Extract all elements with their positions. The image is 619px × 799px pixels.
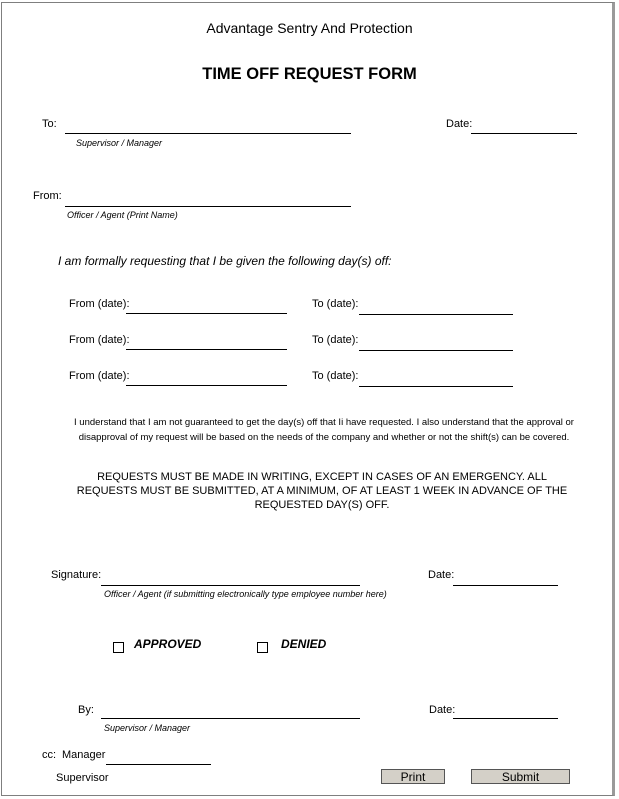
print-button[interactable]: Print <box>381 769 445 784</box>
from-date-field-2[interactable] <box>126 349 287 350</box>
document-page <box>1 2 615 796</box>
signature-caption: Officer / Agent (if submitting electronically type employee number here) <box>104 589 387 599</box>
to-date-label-1: To (date): <box>312 298 359 310</box>
cc-manager-field[interactable] <box>106 764 211 765</box>
cc-supervisor: Supervisor <box>56 772 109 784</box>
to-date-label-3: To (date): <box>312 370 359 382</box>
to-date-field-3[interactable] <box>359 386 513 387</box>
notice-text: REQUESTS MUST BE MADE IN WRITING, EXCEPT IN CASES OF AN EMERGENCY. ALL REQUESTS MUST BE SUBMITTED, AT A MINIMUM, OF AT LEAST 1 WEEK IN ADVANCE OF THE REQUESTED DAY(S) OFF. <box>76 471 568 511</box>
cc-label: cc: <box>42 749 57 761</box>
to-date-field-2[interactable] <box>359 350 513 351</box>
to-date-field-1[interactable] <box>359 314 513 315</box>
disclaimer-text: I understand that I am not guaranteed to get the day(s) off that Ii have requested. I also understand that the approval or disapproval of my request will be based on the needs of the company and whether or not the shift(s) can be covered. <box>74 417 574 443</box>
from-date-label-2: From (date): <box>69 334 130 346</box>
from-date-label-1: From (date): <box>69 298 130 310</box>
intro-text: I am formally requesting that I be given the following day(s) off: <box>58 254 392 268</box>
submit-button[interactable]: Submit <box>471 769 570 784</box>
approved-checkbox[interactable] <box>113 642 124 653</box>
signature-label: Signature: <box>51 569 102 581</box>
from-date-label-3: From (date): <box>69 370 130 382</box>
from-label: From: <box>33 190 62 202</box>
approved-label: APPROVED <box>134 637 202 651</box>
denied-label: DENIED <box>281 637 327 651</box>
cc-manager: Manager <box>62 749 106 761</box>
date-top-field[interactable] <box>471 133 577 134</box>
to-label: To: <box>42 118 57 130</box>
signature-field[interactable] <box>101 585 360 586</box>
to-date-label-2: To (date): <box>312 334 359 346</box>
by-field[interactable] <box>101 718 360 719</box>
date-sig-label: Date: <box>428 569 455 581</box>
date-by-label: Date: <box>429 704 456 716</box>
from-date-field-3[interactable] <box>126 385 287 386</box>
date-top-label: Date: <box>446 118 473 130</box>
form-title: TIME OFF REQUEST FORM <box>202 65 417 83</box>
by-label: By: <box>78 704 94 716</box>
from-field[interactable] <box>65 206 351 207</box>
company-name: Advantage Sentry And Protection <box>206 20 413 36</box>
date-by-field[interactable] <box>453 718 558 719</box>
date-sig-field[interactable] <box>453 585 558 586</box>
to-caption: Supervisor / Manager <box>76 138 163 148</box>
by-caption: Supervisor / Manager <box>104 723 191 733</box>
denied-checkbox[interactable] <box>257 642 268 653</box>
from-date-field-1[interactable] <box>126 313 287 314</box>
from-caption: Officer / Agent (Print Name) <box>67 210 178 220</box>
to-field[interactable] <box>65 133 351 134</box>
